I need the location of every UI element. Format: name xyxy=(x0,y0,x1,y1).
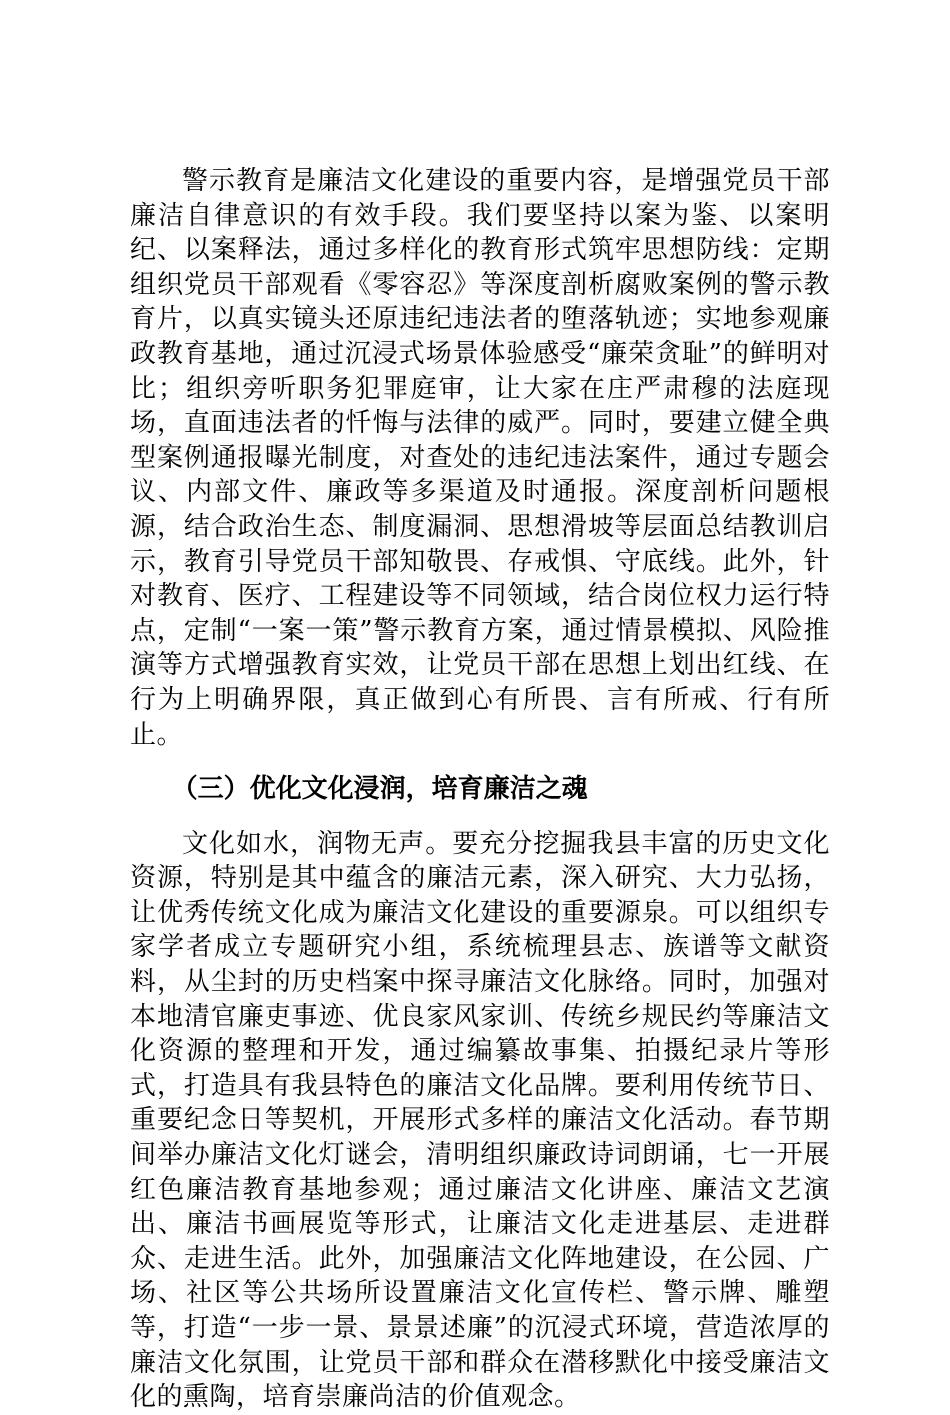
body-paragraph-culture: 文化如水，润物无声。要充分挖掘我县丰富的历史文化资源，特别是其中蕴含的廉洁元素，深入研究、大力弘扬，让优秀传统文化成为廉洁文化建设的重要源泉。可以组织专家学者成立专题研究小组，系统梳理县志、族谱等文献资料，从尘封的历史档案中探寻廉洁文化脉络。同时，加强对本地清官廉吏事迹、优良家风家训、传统乡规民约等廉洁文化资源的整理和开发，通过编纂故事集、拍摄纪录片等形式，打造具有我县特色的廉洁文化品牌。要利用传统节日、重要纪念日等契机，开展形式多样的廉洁文化活动。春节期间举办廉洁文化灯谜会，清明组织廉政诗词朗诵，七一开展红色廉洁教育基地参观；通过廉洁文化讲座、廉洁文艺演出、廉洁书画展览等形式，让廉洁文化走进基层、走进群众、走进生活。此外，加强廉洁文化阵地建设，在公园、广场、社区等公共场所设置廉洁文化宣传栏、警示牌、雕塑等，打造“一步一景、景景述廉”的沉浸式环境，营造浓厚的廉洁文化氛围，让党员干部和群众在潜移默化中接受廉洁文化的熏陶，培育崇廉尚洁的价值观念。 xyxy=(130,828,830,1413)
section-heading: （三）优化文化浸润，培育廉洁之魂 xyxy=(171,774,588,805)
body-paragraph-warning-education: 警示教育是廉洁文化建设的重要内容，是增强党员干部廉洁自律意识的有效手段。我们要坚持以案为鉴、以案明纪、以案释法，通过多样化的教育形式筑牢思想防线：定期组织党员干部观看《零容忍》等深度剖析腐败案例的警示教育片，以真实镜头还原违纪违法者的堕落轨迹；实地参观廉政教育基地，通过沉浸式场景体验感受“廉荣贪耻”的鲜明对比；组织旁听职务犯罪庭审，让大家在庄严肃穆的法庭现场，直面违法者的忏悔与法律的威严。同时，要建立健全典型案例通报曝光制度，对查处的违纪违法案件，通过专题会议、内部文件、廉政等多渠道及时通报。深度剖析问题根源，结合政治生态、制度漏洞、思想滑坡等层面总结教训启示，教育引导党员干部知敬畏、存戒惧、守底线。此外，针对教育、医疗、工程建设等不同领域，结合岗位权力运行特点，定制“一案一策”警示教育方案，通过情景模拟、风险推演等方式增强教育实效，让党员干部在思想上划出红线、在行为上明确界限，真正做到心有所畏、言有所戒、行有所止。 xyxy=(130,166,830,750)
document-page xyxy=(130,164,830,1415)
